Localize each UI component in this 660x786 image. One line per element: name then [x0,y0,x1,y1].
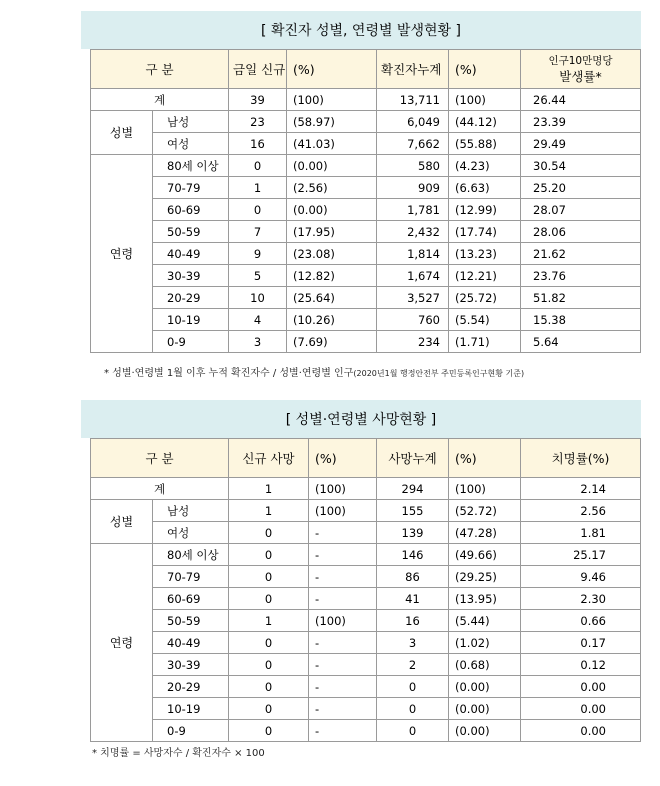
total-row [91,89,641,111]
cumulative-count: 146 [377,544,449,566]
cumulative-pct: (55.88) [449,133,521,155]
new-count: 0 [229,588,309,610]
new-pct: (12.82) [287,265,377,287]
cumulative-pct: (49.66) [449,544,521,566]
new-pct: (0.00) [287,155,377,177]
header-fatality: 치명률(%) [521,439,641,478]
row-label: 50-59 [153,221,229,243]
cumulative-pct: (12.21) [449,265,521,287]
new-count: 0 [229,522,309,544]
table-row [91,221,641,243]
cumulative-count: 0 [377,676,449,698]
cumulative-count: 139 [377,522,449,544]
new-count: 23 [229,111,287,133]
header-new-pct: (%) [309,439,377,478]
new-count: 1 [229,177,287,199]
cumulative-pct: (1.02) [449,632,521,654]
rate-value: 0.00 [521,720,641,742]
new-count: 1 [229,610,309,632]
cumulative-count: 234 [377,331,449,353]
cumulative-pct: (17.74) [449,221,521,243]
rate-value: 2.14 [521,478,641,500]
cumulative-pct: (100) [449,89,521,111]
new-count: 0 [229,654,309,676]
new-pct: (100) [287,89,377,111]
table-row [91,610,641,632]
new-count: 16 [229,133,287,155]
new-count: 3 [229,331,287,353]
row-label: 20-29 [153,287,229,309]
cumulative-count: 86 [377,566,449,588]
cumulative-count: 3,527 [377,287,449,309]
new-count: 5 [229,265,287,287]
row-label: 여성 [153,522,229,544]
new-pct: (25.64) [287,287,377,309]
cumulative-count: 3 [377,632,449,654]
new-pct: (41.03) [287,133,377,155]
table-row [91,544,641,566]
new-pct: (10.26) [287,309,377,331]
row-label: 30-39 [153,654,229,676]
new-count: 39 [229,89,287,111]
rate-value: 0.17 [521,632,641,654]
table-row [91,500,641,522]
new-pct: - [309,720,377,742]
rate-value: 2.56 [521,500,641,522]
table2-title [81,400,641,438]
row-label: 0-9 [153,331,229,353]
row-label: 40-49 [153,632,229,654]
row-label: 남성 [153,111,229,133]
new-pct: (17.95) [287,221,377,243]
new-pct: (0.00) [287,199,377,221]
cumulative-count: 2 [377,654,449,676]
row-label: 여성 [153,133,229,155]
cumulative-count: 41 [377,588,449,610]
table-row [91,287,641,309]
new-count: 7 [229,221,287,243]
new-count: 0 [229,632,309,654]
new-pct: (100) [309,500,377,522]
rate-value: 9.46 [521,566,641,588]
new-pct: - [309,698,377,720]
rate-value: 25.17 [521,544,641,566]
header-category: 구 분 [91,50,229,89]
table-row [91,133,641,155]
total-row [91,478,641,500]
table-row [91,566,641,588]
new-count: 1 [229,500,309,522]
new-count: 4 [229,309,287,331]
table-row [91,632,641,654]
header-new-deaths: 신규 사망 [229,439,309,478]
rate-value: 29.49 [521,133,641,155]
footnote-source: (2020년1월 행정안전부 주민등록인구현황 기준) [353,369,525,378]
table-row [91,522,641,544]
cumulative-count: 13,711 [377,89,449,111]
cumulative-pct: (6.63) [449,177,521,199]
rate-value: 30.54 [521,155,641,177]
rate-value: 51.82 [521,287,641,309]
row-label: 50-59 [153,610,229,632]
cumulative-pct: (0.00) [449,720,521,742]
cumulative-pct: (25.72) [449,287,521,309]
cumulative-count: 2,432 [377,221,449,243]
row-label: 70-79 [153,177,229,199]
table-row [91,654,641,676]
group-label: 성별 [91,111,153,155]
new-count: 0 [229,155,287,177]
new-pct: (7.69) [287,331,377,353]
new-count: 0 [229,676,309,698]
cumulative-pct: (0.00) [449,698,521,720]
new-count: 0 [229,698,309,720]
table-row [91,177,641,199]
cumulative-count: 0 [377,720,449,742]
footnote-main: * 성별·연령별 1월 이후 누적 확진자수 / 성별·연령별 인구 [104,368,354,379]
cumulative-count: 6,049 [377,111,449,133]
rate-value: 1.81 [521,522,641,544]
header-rate [521,50,641,89]
new-pct: - [309,632,377,654]
header-cum-pct: (%) [449,50,521,89]
header-new-pct: (%) [287,50,377,89]
group-label: 성별 [91,500,153,544]
new-count: 9 [229,243,287,265]
new-pct: - [309,566,377,588]
row-label: 60-69 [153,588,229,610]
cumulative-pct: (5.44) [449,610,521,632]
table2-footnote [92,744,265,759]
cumulative-count: 7,662 [377,133,449,155]
cumulative-pct: (13.23) [449,243,521,265]
header-cum-pct: (%) [449,439,521,478]
rate-value: 28.06 [521,221,641,243]
table-row [91,155,641,177]
table-row [91,309,641,331]
header-rate-line2: 발생률* [559,69,602,84]
new-pct: - [309,544,377,566]
table-row [91,243,641,265]
header-cumulative: 확진자누계 [377,50,449,89]
cumulative-pct: (13.95) [449,588,521,610]
rate-value: 23.39 [521,111,641,133]
table-row [91,199,641,221]
cumulative-pct: (52.72) [449,500,521,522]
footnote-main: * 치명률 = 사망자수 / 확진자수 × 100 [92,748,265,759]
rate-value: 23.76 [521,265,641,287]
rate-value: 25.20 [521,177,641,199]
group-label: 연령 [91,155,153,353]
deaths-table [90,438,641,742]
new-count: 1 [229,478,309,500]
row-label: 80세 이상 [153,544,229,566]
confirmed-cases-table [90,49,641,353]
cumulative-pct: (12.99) [449,199,521,221]
table-row [91,676,641,698]
group-label: 연령 [91,544,153,742]
cumulative-pct: (47.28) [449,522,521,544]
cumulative-pct: (44.12) [449,111,521,133]
new-count: 0 [229,199,287,221]
row-label: 계 [91,89,229,111]
new-count: 0 [229,544,309,566]
new-count: 0 [229,566,309,588]
row-label: 남성 [153,500,229,522]
table-row [91,111,641,133]
rate-value: 5.64 [521,331,641,353]
new-pct: - [309,676,377,698]
table1-title-text: [ 확진자 성별, 연령별 발생현황 ] [261,23,461,39]
new-count: 0 [229,720,309,742]
table-header-row [91,439,641,478]
new-count: 10 [229,287,287,309]
table2-title-text: [ 성별·연령별 사망현황 ] [285,412,437,428]
table1-footnote [104,364,524,379]
row-label: 10-19 [153,309,229,331]
cumulative-count: 155 [377,500,449,522]
rate-value: 0.12 [521,654,641,676]
new-pct: - [309,654,377,676]
cumulative-count: 760 [377,309,449,331]
cumulative-count: 16 [377,610,449,632]
row-label: 0-9 [153,720,229,742]
row-label: 60-69 [153,199,229,221]
new-pct: (100) [309,610,377,632]
table1-title [81,11,641,49]
new-pct: (23.08) [287,243,377,265]
cumulative-count: 1,781 [377,199,449,221]
new-pct: - [309,522,377,544]
row-label: 계 [91,478,229,500]
row-label: 30-39 [153,265,229,287]
cumulative-pct: (0.00) [449,676,521,698]
header-rate-line1: 인구10만명당 [548,55,613,67]
cumulative-pct: (0.68) [449,654,521,676]
row-label: 20-29 [153,676,229,698]
table-row [91,588,641,610]
header-new-cases: 금일 신규 [229,50,287,89]
row-label: 80세 이상 [153,155,229,177]
table-row [91,720,641,742]
rate-value: 0.00 [521,698,641,720]
table-row [91,698,641,720]
header-category: 구 분 [91,439,229,478]
new-pct: - [309,588,377,610]
table-header-row [91,50,641,89]
row-label: 10-19 [153,698,229,720]
rate-value: 28.07 [521,199,641,221]
new-pct: (2.56) [287,177,377,199]
rate-value: 21.62 [521,243,641,265]
row-label: 70-79 [153,566,229,588]
cumulative-pct: (4.23) [449,155,521,177]
cumulative-pct: (1.71) [449,331,521,353]
rate-value: 15.38 [521,309,641,331]
rate-value: 2.30 [521,588,641,610]
row-label: 40-49 [153,243,229,265]
cumulative-pct: (5.54) [449,309,521,331]
cumulative-pct: (29.25) [449,566,521,588]
cumulative-count: 0 [377,698,449,720]
rate-value: 0.00 [521,676,641,698]
header-cumulative: 사망누계 [377,439,449,478]
table-row [91,265,641,287]
cumulative-pct: (100) [449,478,521,500]
cumulative-count: 580 [377,155,449,177]
cumulative-count: 909 [377,177,449,199]
cumulative-count: 294 [377,478,449,500]
cumulative-count: 1,674 [377,265,449,287]
cumulative-count: 1,814 [377,243,449,265]
rate-value: 26.44 [521,89,641,111]
new-pct: (100) [309,478,377,500]
rate-value: 0.66 [521,610,641,632]
table-row [91,331,641,353]
new-pct: (58.97) [287,111,377,133]
